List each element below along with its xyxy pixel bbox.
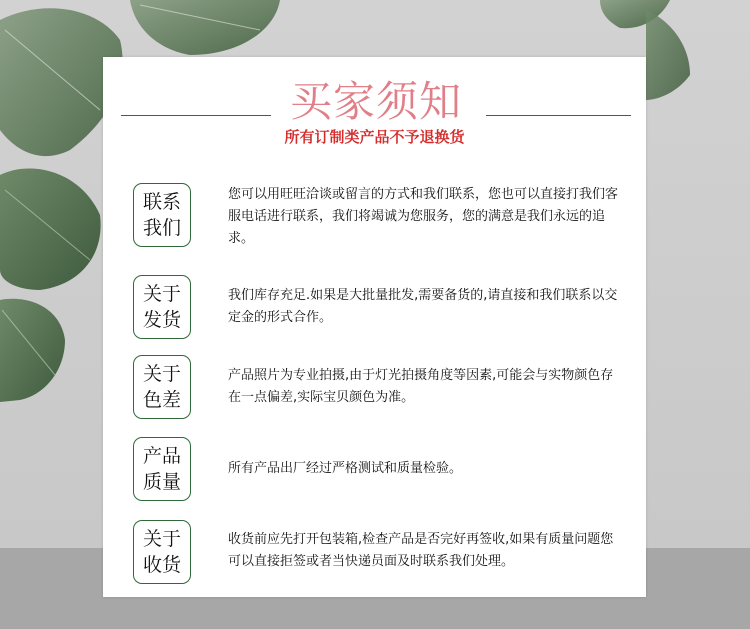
item-badge (133, 437, 191, 501)
item-text: 您可以用旺旺洽谈或留言的方式和我们联系，您也可以直接打我们客服电话进行联系，我们将竭诚为您服务，您的满意是我们永远的追求。 (228, 187, 619, 246)
item-text: 收货前应先打开包装箱,检查产品是否完好再签收,如果有质量问题您可以直接拒签或者当快递员面及时联系我们处理。 (228, 532, 614, 569)
badge-line2: 我们 (142, 217, 181, 239)
item-text: 产品照片为专业拍摄,由于灯光拍摄角度等因素,可能会与实物颜色存在一点偏差,实际宝贝颜色为准。 (228, 368, 614, 405)
badge-line1: 关于 (142, 528, 181, 550)
item-badge (133, 183, 191, 247)
notice-card (103, 57, 646, 597)
notice-title: 买家须知 (289, 77, 462, 126)
badge-line2: 发货 (142, 309, 181, 331)
title-divider-right (486, 115, 631, 116)
badge-line2: 收货 (142, 554, 181, 576)
badge-line2: 色差 (142, 389, 181, 411)
title-row (103, 77, 646, 127)
badge-line1: 产品 (142, 445, 181, 467)
title-divider-left (121, 115, 271, 116)
item-badge (133, 275, 191, 339)
notice-subtitle: 所有订制类产品不予退换货 (284, 128, 465, 146)
item-badge (133, 520, 191, 584)
item-badge (133, 355, 191, 419)
badge-line1: 联系 (142, 191, 181, 213)
badge-line1: 关于 (142, 363, 181, 385)
badge-line2: 质量 (142, 471, 181, 493)
item-text: 我们库存充足.如果是大批量批发,需要备货的,请直接和我们联系以交定金的形式合作。 (228, 288, 618, 325)
badge-line1: 关于 (142, 283, 181, 305)
item-text: 所有产品出厂经过严格测试和质量检验。 (228, 461, 463, 476)
